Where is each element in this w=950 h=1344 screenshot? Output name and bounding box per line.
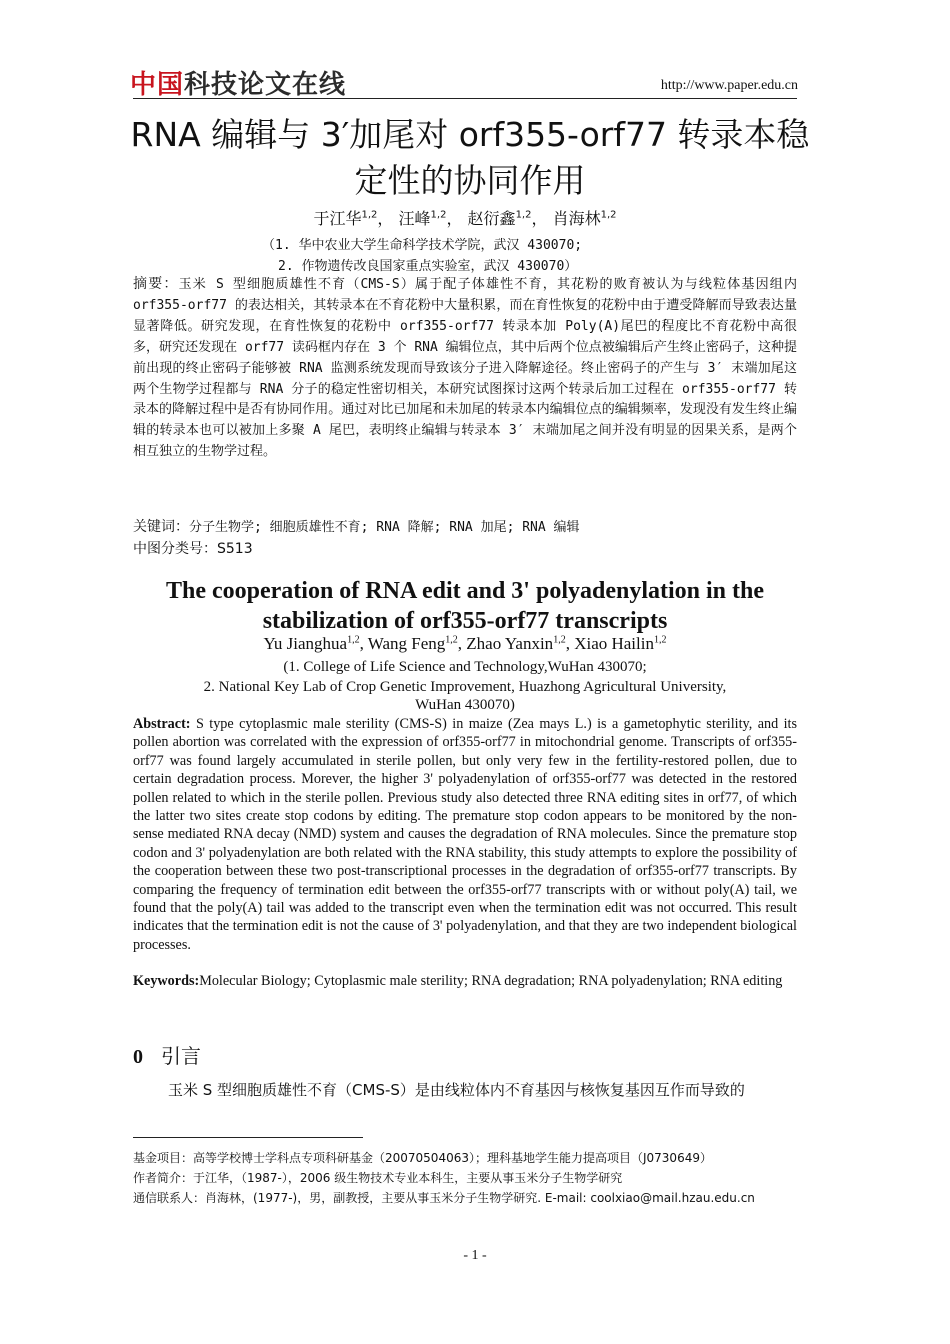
chinese-abstract [133,274,797,463]
author-separator: , [457,634,467,653]
author-affiliation-mark: 1,2 [361,209,378,221]
chinese-title-line-2: 定性的协同作用 [354,161,586,200]
author-name: 肖海林 [552,209,601,228]
classification-code [133,538,253,558]
classification-label: 中图分类号： [133,541,217,557]
chinese-title [120,112,820,204]
chinese-abstract-label: 摘要： [133,276,179,292]
english-title-line-2: stabilization of orf355-orf77 transcripts [262,608,668,634]
section-heading [133,1040,201,1069]
chinese-affiliation-2: 2. 作物遗传改良国家重点实验室，武汉 430070） [278,259,578,274]
header-divider [133,98,797,99]
author-affiliation-mark: 1,2 [430,209,447,221]
author-separator: ， [377,209,394,228]
english-affiliation-3: WuHan 430070) [415,697,515,713]
english-abstract-text: S type cytoplasmic male sterility (CMS-S) in maize (Zea mays L.) is a gametophytic sterility, and its pollen abortion was correlated with the expression of orf355-orf77 in mitochondrial genome. Transcripts of orf355-orf77 was found largely accumulated in sterile pollen, but only very few in the fertility-restored pollen, due to certain degradation process. Morever, the higher 3' polyadenylation of orf355-orf77 was detected in the restored pollen related to which in the sterile pollen. Previous study also detected three RNA editing sites in orf77, of which the latter two sites create stop codons by editing. The premature stop codon appears to be monitored by the non-sense mediated RNA decay (NMD) system and causes the degradation of RNA molecules. Since the premature stop codon and 3' polyadenylation are both related with the RNA stability, this study attempts to explore the possibility of the cooperation between these two post-transcriptional processes in the degradation of orf355-orf77 transcripts. By comparing the frequency of termination edit between the orf355-orf77 transcripts with or without poly(A) tail, we found that the poly(A) tail was added to the transcript even when the termination edit was not occurred. This result indicates that the termination edit is not the cause of 3' polyadenylation, and that they are two independent biological processes. [133,716,797,953]
author-affiliation-mark: 1,2 [515,209,532,221]
author-affiliation-mark: 1,2 [347,634,360,646]
author-affiliation-mark: 1,2 [553,634,566,646]
page-number: - 1 - [463,1248,487,1263]
footnote-divider [133,1137,363,1138]
author-affiliation-mark: 1,2 [445,634,458,646]
site-url-link[interactable]: http://www.paper.edu.cn [660,78,798,93]
footnote-author: 作者简介：于江华，（1987-），2006 级生物技术专业本科生，主要从事玉米分子生物学研究 [133,1171,623,1185]
chinese-abstract-text: 玉米 S 型细胞质雄性不育（CMS-S）属于配子体雄性不育，其花粉的败育被认为与线粒体基因组内 orf355-orf77 的表达相关，其转录本在不育花粉中大量积累，而在育性恢复的花粉中由于遭受降解而导致表达量显著降低。研究发现，在育性恢复的花粉中 orf355-orf77 转录本加 Poly(A)尾巴的程度比不育花粉中高很多，研究还发现在 orf77 读码框内存在 3 个 RNA 编辑位点，其中后两个位点被编辑后产生终止密码子，这种提前出现的终止密码子能够被 RNA 监测系统发现而导致该分子进入降解途径。终止密码子的产生与 3′ 末端加尾这两个生物学过程都与 RNA 分子的稳定性密切相关，本研究试图探讨这两个转录后加工过程在 orf355-orf77 转录本的降解过程中是否有协同作用。通过对比已加尾和未加尾的转录本内编辑位点的编辑频率，发现没有发生终止编辑的转录本也可以被加上多聚 A 尾巴，表明终止编辑与转录本 3′ 末端加尾之间并没有明显的因果关系，是两个相互独立的生物学过程。 [133,277,797,460]
author-affiliation-mark: 1,2 [600,209,617,221]
author-separator: ， [446,209,463,228]
chinese-keywords-label: 关键词： [133,519,189,535]
chinese-authors [133,206,797,229]
site-logo [130,64,346,101]
author-name: Xiao Hailin [574,634,654,653]
author-affiliation-mark: 1,2 [653,634,667,646]
footnote-contact: 通信联系人：肖海林，(1977-)，男，副教授，主要从事玉米分子生物学研究. E-mail: coolxiao@mail.hzau.edu.cn [133,1191,755,1205]
footnote-fund: 基金项目：高等学校博士学科点专项科研基金（20070504063）；理科基地学生能力提高项目（J0730649） [133,1151,712,1165]
logo-dark-text: 科技论文在线 [184,70,347,100]
author-name: Zhao Yanxin [466,634,554,653]
author-name: 于江华 [313,209,362,228]
english-keywords-text: Molecular Biology; Cytoplasmic male sterility; RNA degradation; RNA polyadenylation; RNA editing [199,973,783,989]
english-title [120,576,810,636]
author-name: 汪峰 [398,209,431,228]
english-authors [133,634,797,654]
english-affiliation-1: (1. College of Life Science and Technology,WuHan 430070; [283,659,647,675]
author-separator: , [359,634,368,653]
chinese-keywords [133,516,580,536]
author-separator: ， [531,209,548,228]
author-name: Wang Feng [367,634,446,653]
classification-value: S513 [217,541,253,557]
english-affiliation-2: 2. National Key Lab of Crop Genetic Improvement, Huazhong Agricultural University, [203,679,727,695]
english-keywords [133,972,797,990]
author-name: 赵衍鑫 [467,209,516,228]
section-number: 0 [133,1046,143,1068]
author-name: Yu Jianghua [263,634,348,653]
english-title-line-1: The cooperation of RNA edit and 3' polyadenylation in the [165,578,765,604]
logo-red-text: 中国 [130,70,185,100]
english-abstract [133,715,797,954]
chinese-affiliation-1: （1. 华中农业大学生命科学技术学院，武汉 430070; [262,238,583,253]
english-keywords-label: Keywords: [133,973,200,989]
section-title: 引言 [161,1044,201,1068]
english-abstract-label: Abstract: [133,716,191,732]
chinese-keywords-text: 分子生物学; 细胞质雄性不育; RNA 降解; RNA 加尾; RNA 编辑 [189,520,580,535]
chinese-title-line-1: RNA 编辑与 3′加尾对 orf355-orf77 转录本稳 [130,115,810,154]
author-separator: , [565,634,575,653]
intro-first-line: 玉米 S 型细胞质雄性不育（CMS-S）是由线粒体内不育基因与核恢复基因互作而导致的 [168,1081,745,1099]
